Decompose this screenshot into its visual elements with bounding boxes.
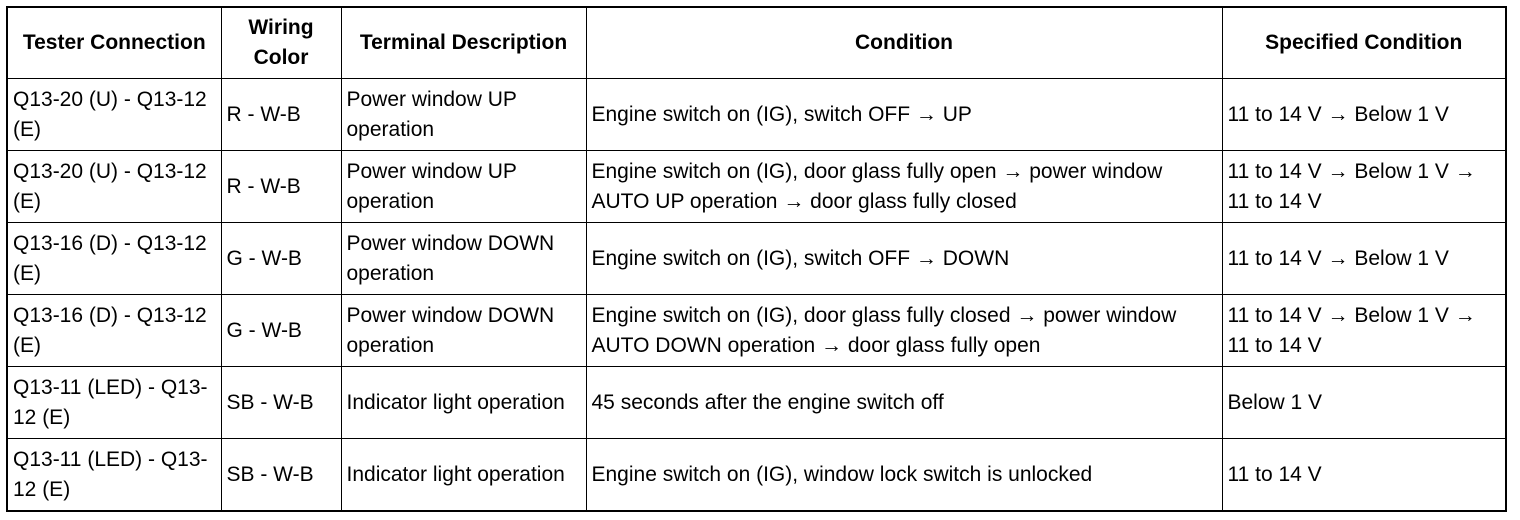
cell-condition: Engine switch on (IG), door glass fully closed → power window AUTO DOWN operation → door glass fully open <box>586 295 1222 367</box>
cell-wiring-color: R - W-B <box>221 79 341 151</box>
cell-condition: Engine switch on (IG), switch OFF → UP <box>586 79 1222 151</box>
cell-wiring-color: G - W-B <box>221 223 341 295</box>
cell-tester-connection: Q13-11 (LED) - Q13-12 (E) <box>8 367 221 439</box>
cell-terminal-description: Power window UP operation <box>341 151 586 223</box>
cell-specified-condition: Below 1 V <box>1222 367 1505 439</box>
cell-specified-condition: 11 to 14 V → Below 1 V <box>1222 79 1505 151</box>
cell-specified-condition: 11 to 14 V → Below 1 V <box>1222 223 1505 295</box>
table-row <box>8 367 1505 439</box>
header-condition: Condition <box>586 8 1222 79</box>
cell-terminal-description: Indicator light operation <box>341 439 586 511</box>
cell-tester-connection: Q13-20 (U) - Q13-12 (E) <box>8 151 221 223</box>
table-row <box>8 151 1505 223</box>
cell-condition: 45 seconds after the engine switch off <box>586 367 1222 439</box>
cell-terminal-description: Power window UP operation <box>341 79 586 151</box>
cell-tester-connection: Q13-11 (LED) - Q13-12 (E) <box>8 439 221 511</box>
header-wiring-color: Wiring Color <box>221 8 341 79</box>
header-terminal-description: Terminal Description <box>341 8 586 79</box>
cell-wiring-color: G - W-B <box>221 295 341 367</box>
cell-tester-connection: Q13-16 (D) - Q13-12 (E) <box>8 223 221 295</box>
header-row <box>8 8 1505 79</box>
table-row <box>8 295 1505 367</box>
cell-specified-condition: 11 to 14 V → Below 1 V → 11 to 14 V <box>1222 151 1505 223</box>
table-row <box>8 223 1505 295</box>
header-specified-condition: Specified Condition <box>1222 8 1505 79</box>
table-row <box>8 79 1505 151</box>
cell-condition: Engine switch on (IG), switch OFF → DOWN <box>586 223 1222 295</box>
cell-terminal-description: Indicator light operation <box>341 367 586 439</box>
table-row <box>8 439 1505 511</box>
header-tester-connection: Tester Connection <box>8 8 221 79</box>
cell-wiring-color: R - W-B <box>221 151 341 223</box>
cell-specified-condition: 11 to 14 V <box>1222 439 1505 511</box>
inspection-table-frame <box>6 6 1507 512</box>
cell-condition: Engine switch on (IG), door glass fully open → power window AUTO UP operation → door glass fully closed <box>586 151 1222 223</box>
cell-terminal-description: Power window DOWN operation <box>341 295 586 367</box>
cell-terminal-description: Power window DOWN operation <box>341 223 586 295</box>
cell-specified-condition: 11 to 14 V → Below 1 V → 11 to 14 V <box>1222 295 1505 367</box>
cell-wiring-color: SB - W-B <box>221 439 341 511</box>
cell-condition: Engine switch on (IG), window lock switch is unlocked <box>586 439 1222 511</box>
cell-tester-connection: Q13-16 (D) - Q13-12 (E) <box>8 295 221 367</box>
inspection-table <box>8 8 1505 510</box>
cell-wiring-color: SB - W-B <box>221 367 341 439</box>
cell-tester-connection: Q13-20 (U) - Q13-12 (E) <box>8 79 221 151</box>
